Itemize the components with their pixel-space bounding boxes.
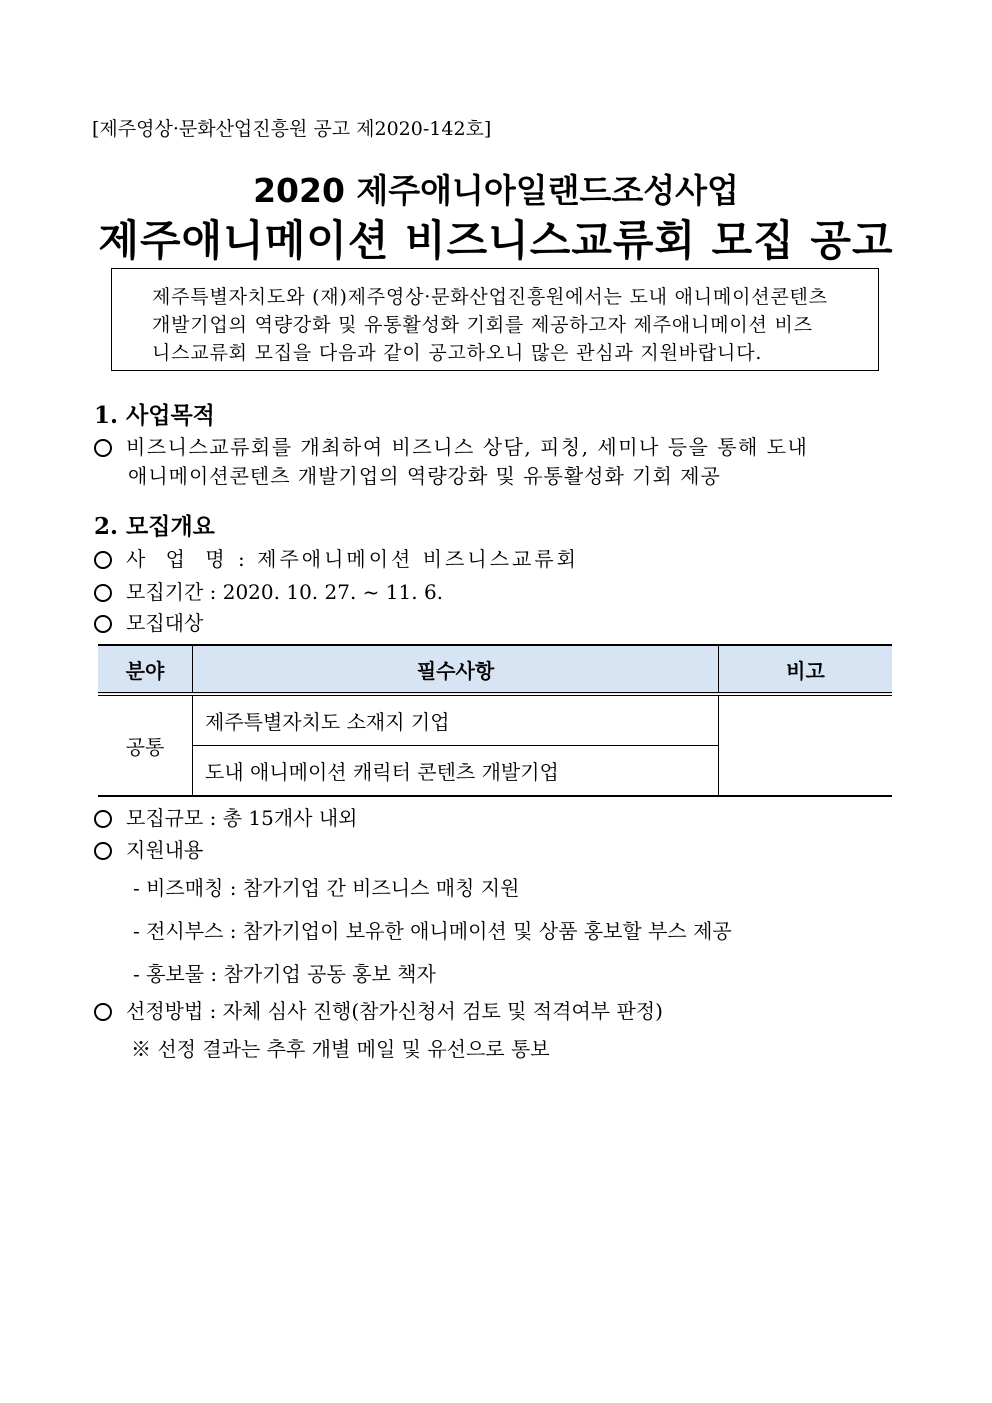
circle-bullet-icon [94, 1003, 112, 1021]
scale-text: 모집규모 : 총 15개사 내외 [126, 806, 358, 830]
support-item-2: - 전시부스 : 참가기업이 보유한 애니메이션 및 상품 홍보할 부스 제공 [133, 919, 732, 943]
project-name-label: 사 업 명 [126, 547, 232, 571]
period-text: 모집기간 : 2020. 10. 27. ~ 11. 6. [126, 580, 444, 604]
table-row [98, 694, 892, 746]
table-header-row [98, 645, 892, 694]
support-item-3: - 홍보물 : 참가기업 공동 홍보 책자 [133, 962, 436, 986]
period-row [94, 576, 443, 605]
support-row [94, 834, 203, 863]
intro-line-2: 개발기업의 역량강화 및 유통활성화 기회를 제공하고자 제주애니메이션 비즈 [152, 314, 813, 336]
target-row [94, 607, 203, 636]
selection-row [94, 995, 663, 1024]
intro-box [111, 268, 879, 371]
circle-bullet-icon [94, 810, 112, 828]
section1-bullet [94, 431, 808, 460]
note-cell [719, 694, 893, 796]
notice-number: [제주영상·문화산업진흥원 공고 제2020-142호] [92, 118, 492, 140]
requirement-cell-1: 제주특별자치도 소재지 기업 [193, 694, 719, 746]
circle-bullet-icon [94, 842, 112, 860]
circle-bullet-icon [94, 584, 112, 602]
support-item-1: - 비즈매칭 : 참가기업 간 비즈니스 매칭 지원 [133, 876, 520, 900]
header-requirements: 필수사항 [193, 645, 719, 694]
circle-bullet-icon [94, 439, 112, 457]
header-field: 분야 [98, 645, 193, 694]
title-line-1: 2020 제주애니아일랜드조성사업 [253, 171, 739, 210]
section1-body-1: 비즈니스교류회를 개최하여 비즈니스 상담, 피칭, 세미나 등을 통해 도내 [126, 435, 809, 459]
section1-body-2: 애니메이션콘텐츠 개발기업의 역량강화 및 유통활성화 기회 제공 [128, 464, 721, 488]
circle-bullet-icon [94, 615, 112, 633]
section1-heading: 1. 사업목적 [94, 402, 215, 429]
target-text: 모집대상 [126, 611, 204, 635]
header-note: 비고 [719, 645, 893, 694]
page-title: 제주애니메이션 비즈니스교류회 모집 공고 [98, 216, 894, 265]
circle-bullet-icon [94, 551, 112, 569]
requirement-cell-2: 도내 애니메이션 캐릭터 콘텐츠 개발기업 [193, 746, 719, 797]
requirements-table [98, 644, 892, 797]
category-cell: 공통 [98, 694, 193, 796]
intro-line-1: 제주특별자치도와 (재)제주영상·문화산업진흥원에서는 도내 애니메이션콘텐츠 [152, 286, 828, 308]
intro-line-3: 니스교류회 모집을 다음과 같이 공고하오니 많은 관심과 지원바랍니다. [152, 342, 763, 364]
selection-text: 선정방법 : 자체 심사 진행(참가신청서 검토 및 적격여부 판정) [126, 999, 663, 1023]
section2-heading: 2. 모집개요 [94, 513, 215, 540]
project-name-row [94, 543, 579, 572]
selection-note: ※ 선정 결과는 추후 개별 메일 및 유선으로 통보 [131, 1037, 550, 1061]
scale-row [94, 802, 358, 831]
project-name-value: : 제주애니메이션 비즈니스교류회 [238, 547, 579, 571]
support-heading: 지원내용 [126, 838, 204, 862]
